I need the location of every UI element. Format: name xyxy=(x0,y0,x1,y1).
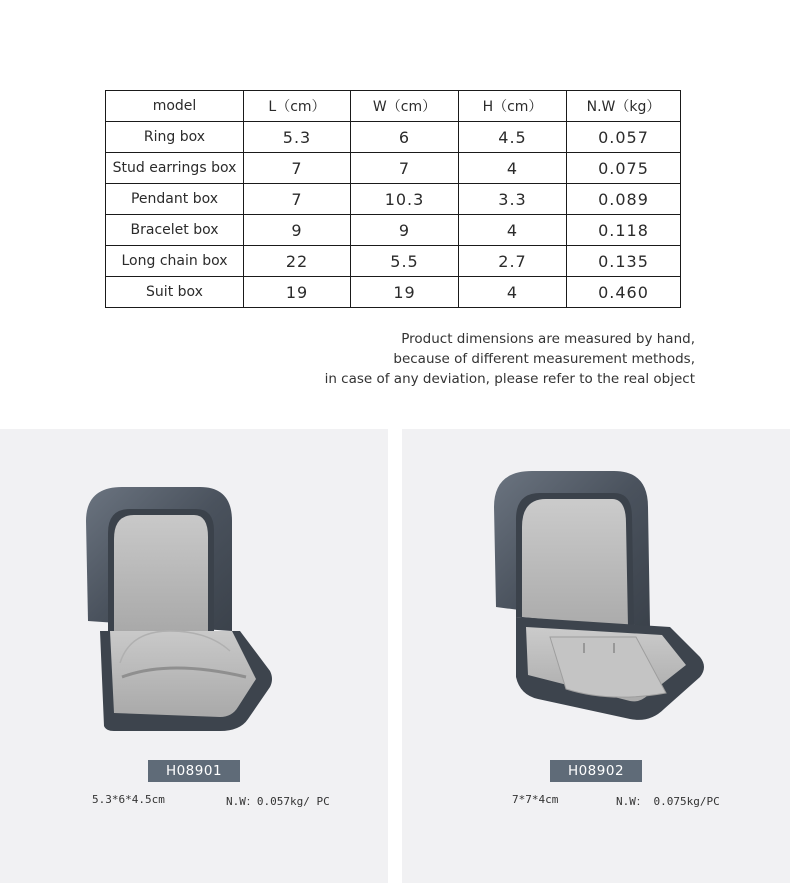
table-header-row xyxy=(106,91,681,122)
header-cell-model: model xyxy=(106,91,244,122)
product-panel-ring-box xyxy=(0,429,388,883)
cell-net-weight: 0.089 xyxy=(567,184,681,215)
cell-width: 6 xyxy=(351,122,459,153)
cell-width: 10.3 xyxy=(351,184,459,215)
note-line: Product dimensions are measured by hand, xyxy=(401,331,695,347)
header-cell-width: W（cm） xyxy=(351,91,459,122)
cell-width: 7 xyxy=(351,153,459,184)
product-dimensions: 5.3*6*4.5cm xyxy=(92,793,165,806)
cell-height: 3.3 xyxy=(459,184,567,215)
cell-height: 4 xyxy=(459,215,567,246)
table-row xyxy=(106,215,681,246)
cell-width: 5.5 xyxy=(351,246,459,277)
measurement-note xyxy=(325,329,695,389)
cell-net-weight: 0.057 xyxy=(567,122,681,153)
cell-net-weight: 0.118 xyxy=(567,215,681,246)
product-net-weight: N.W：0.057kg/ PC xyxy=(226,795,330,808)
cell-height: 4.5 xyxy=(459,122,567,153)
cell-height: 2.7 xyxy=(459,246,567,277)
header-cell-height: H（cm） xyxy=(459,91,567,122)
cell-model: Long chain box xyxy=(106,246,244,277)
cell-model: Ring box xyxy=(106,122,244,153)
cell-net-weight: 0.075 xyxy=(567,153,681,184)
header-cell-length: L（cm） xyxy=(244,91,351,122)
cell-length: 7 xyxy=(244,153,351,184)
header-cell-net-weight: N.W（kg） xyxy=(567,91,681,122)
cell-net-weight: 0.135 xyxy=(567,246,681,277)
earring-box-image xyxy=(490,467,730,731)
cell-height: 4 xyxy=(459,153,567,184)
cell-net-weight: 0.460 xyxy=(567,277,681,308)
table-row xyxy=(106,246,681,277)
table-row xyxy=(106,184,681,215)
table-row xyxy=(106,153,681,184)
table-row xyxy=(106,122,681,153)
ring-box-image xyxy=(70,481,310,735)
cell-width: 19 xyxy=(351,277,459,308)
product-code-badge: H08901 xyxy=(148,760,240,782)
cell-model: Stud earrings box xyxy=(106,153,244,184)
cell-width: 9 xyxy=(351,215,459,246)
product-net-weight: N.W： 0.075kg/PC xyxy=(616,795,720,808)
cell-length: 19 xyxy=(244,277,351,308)
cell-model: Suit box xyxy=(106,277,244,308)
cell-length: 5.3 xyxy=(244,122,351,153)
cell-model: Bracelet box xyxy=(106,215,244,246)
note-line: in case of any deviation, please refer to the real object xyxy=(324,371,695,387)
cell-length: 22 xyxy=(244,246,351,277)
spec-table xyxy=(105,90,681,308)
product-code-badge: H08902 xyxy=(550,760,642,782)
product-dimensions: 7*7*4cm xyxy=(512,793,559,806)
cell-length: 9 xyxy=(244,215,351,246)
cell-length: 7 xyxy=(244,184,351,215)
note-line: because of different measurement methods, xyxy=(393,351,695,367)
product-panel-earring-box xyxy=(402,429,790,883)
cell-height: 4 xyxy=(459,277,567,308)
table-row xyxy=(106,277,681,308)
cell-model: Pendant box xyxy=(106,184,244,215)
